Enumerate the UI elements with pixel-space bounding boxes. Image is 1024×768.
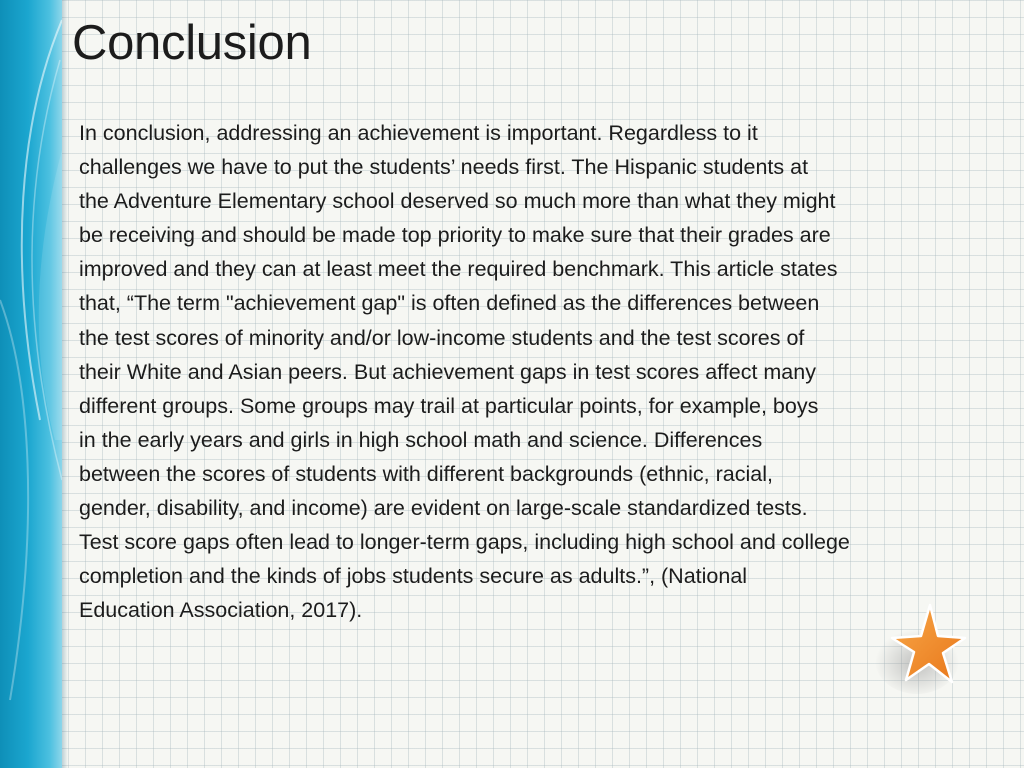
star-icon <box>872 600 972 700</box>
conclusion-body-text: In conclusion, addressing an achievement is important. Regardless to it challenges we have to put the students’ needs first. The Hispanic students at the Adventure Elementary school deserved so much more than what they might be receiving and should be made top priority to make sure that their grades are improved and they can at least meet the required benchmark. This article states that, “The term "achievement gap" is often defined as the differences between the test scores of minority and/or low-income students and the test scores of their White and Asian peers. But achievement gaps in test scores affect many different groups. Some groups may trail at particular points, for example, boys in the early years and girls in high school math and science. Differences between the scores of students with different backgrounds (ethnic, racial, gender, disability, and income) are evident on large-scale standardized tests. Test score gaps often lead to longer-term gaps, including high school and college completion and the kinds of jobs students secure as adults.”, (National Education Association, 2017). <box>79 121 850 623</box>
left-decorative-bar <box>0 0 62 768</box>
left-bar-shadow <box>62 0 68 768</box>
swoosh-lines-icon <box>0 0 62 768</box>
slide-title: Conclusion <box>72 16 312 70</box>
